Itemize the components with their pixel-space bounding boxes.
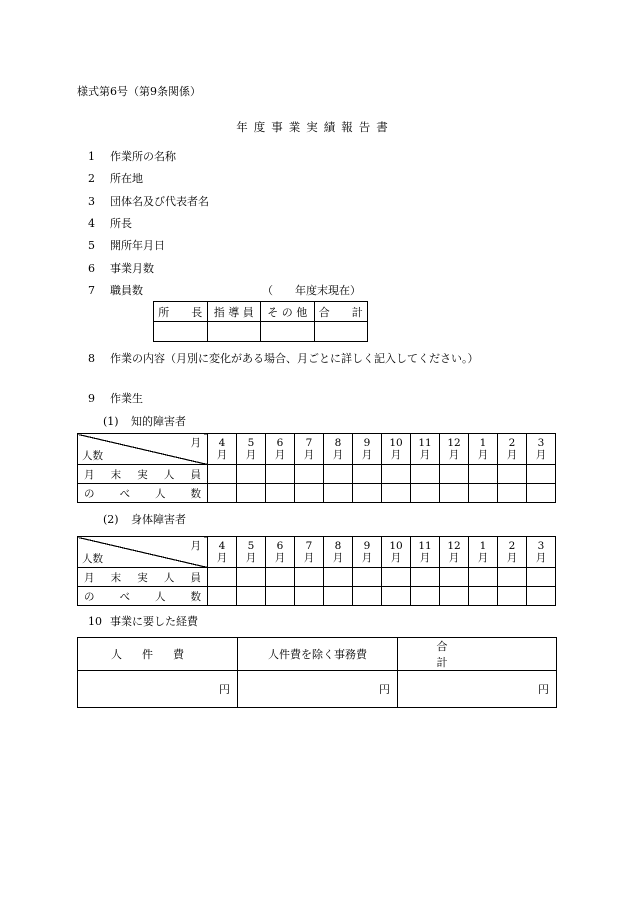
subsection-intellectual xyxy=(103,415,186,429)
yen-unit: 円 xyxy=(219,683,230,696)
item-label: 職員数 xyxy=(110,284,143,297)
data-cell[interactable] xyxy=(295,465,324,484)
data-cell[interactable] xyxy=(498,568,527,587)
expense-table xyxy=(77,637,557,708)
row-label-month-end-actual: 月末実人員 xyxy=(78,465,208,484)
item-label: 団体名及び代表者名 xyxy=(110,195,209,208)
data-cell[interactable] xyxy=(295,484,324,503)
data-cell[interactable] xyxy=(208,465,237,484)
as-of-fiscal-year-end: （ 年度末現在） xyxy=(262,284,361,297)
yen-unit: 円 xyxy=(538,683,549,696)
data-cell[interactable] xyxy=(411,587,440,606)
month-cell: 8 月 xyxy=(324,434,353,465)
corner-cell xyxy=(78,537,208,568)
corner-count-label: 人数 xyxy=(82,450,103,462)
data-cell[interactable] xyxy=(237,484,266,503)
month-cell: 6 月 xyxy=(266,537,295,568)
subsection-physical xyxy=(103,513,186,527)
subsection-label: 知的障害者 xyxy=(131,415,186,428)
staff-instructor-input[interactable] xyxy=(207,322,261,342)
month-cell: 6 月 xyxy=(266,434,295,465)
item-9 xyxy=(88,392,143,406)
item-5 xyxy=(88,239,165,253)
data-cell[interactable] xyxy=(353,484,382,503)
data-cell[interactable] xyxy=(266,465,295,484)
item-number: 2 xyxy=(88,172,95,185)
data-cell[interactable] xyxy=(324,484,353,503)
corner-month-label: 月 xyxy=(190,540,201,552)
staff-total-input[interactable] xyxy=(314,322,368,342)
staff-count-table xyxy=(153,301,368,342)
month-cell: 2 月 xyxy=(498,434,527,465)
data-cell[interactable] xyxy=(440,465,469,484)
item-number: 10 xyxy=(88,615,102,628)
table-row xyxy=(78,465,556,484)
data-cell[interactable] xyxy=(324,465,353,484)
item-label: 所在地 xyxy=(110,172,143,185)
item-label: 作業所の名称 xyxy=(110,150,176,163)
item-number: 7 xyxy=(88,284,95,297)
data-cell[interactable] xyxy=(295,568,324,587)
month-header-row xyxy=(78,537,556,568)
month-cell: 12 月 xyxy=(440,537,469,568)
data-cell[interactable] xyxy=(527,465,556,484)
item-3 xyxy=(88,195,209,209)
data-cell[interactable] xyxy=(266,568,295,587)
month-header-row xyxy=(78,434,556,465)
item-10 xyxy=(88,615,198,629)
data-cell[interactable] xyxy=(469,465,498,484)
month-cell: 5 月 xyxy=(237,434,266,465)
item-4 xyxy=(88,217,132,231)
row-label-total-person-days: のべ人数 xyxy=(78,587,208,606)
table-row xyxy=(78,484,556,503)
data-cell[interactable] xyxy=(382,568,411,587)
month-cell: 4 月 xyxy=(208,537,237,568)
month-cell: 10 月 xyxy=(382,434,411,465)
staff-director-input[interactable] xyxy=(154,322,208,342)
data-cell[interactable] xyxy=(237,568,266,587)
table-row xyxy=(78,587,556,606)
item-7 xyxy=(88,284,143,298)
data-cell[interactable] xyxy=(266,484,295,503)
subsection-number: (2) xyxy=(103,513,119,526)
data-cell[interactable] xyxy=(382,484,411,503)
data-cell[interactable] xyxy=(527,568,556,587)
month-cell: 1 月 xyxy=(469,537,498,568)
month-cell: 1 月 xyxy=(469,434,498,465)
staff-header-instructor: 指 導 員 xyxy=(207,302,261,322)
data-cell[interactable] xyxy=(440,484,469,503)
month-cell: 3 月 xyxy=(527,537,556,568)
data-cell[interactable] xyxy=(208,587,237,606)
expense-header-total: 合計 xyxy=(398,638,557,671)
table-row xyxy=(78,568,556,587)
staff-header-other: そ の 他 xyxy=(261,302,315,322)
expense-header-office: 人件費を除く事務費 xyxy=(238,638,398,671)
data-cell[interactable] xyxy=(469,568,498,587)
item-label: 作業の内容（月別に変化がある場合、月ごとに詳しく記入してください。） xyxy=(110,352,479,365)
month-cell: 9 月 xyxy=(353,434,382,465)
month-cell: 9 月 xyxy=(353,537,382,568)
month-cell: 11 月 xyxy=(411,434,440,465)
data-cell[interactable] xyxy=(498,484,527,503)
data-cell[interactable] xyxy=(208,568,237,587)
corner-cell xyxy=(78,434,208,465)
item-6 xyxy=(88,262,154,276)
expense-personnel-input[interactable] xyxy=(78,671,238,708)
item-number: 5 xyxy=(88,239,95,252)
month-cell: 3 月 xyxy=(527,434,556,465)
month-cell: 8 月 xyxy=(324,537,353,568)
month-cell: 12 月 xyxy=(440,434,469,465)
item-number: 4 xyxy=(88,217,95,230)
data-cell[interactable] xyxy=(498,465,527,484)
item-number: 8 xyxy=(88,352,95,365)
item-number: 1 xyxy=(88,150,95,163)
item-number: 6 xyxy=(88,262,95,275)
row-label-total-person-days: のべ人数 xyxy=(78,484,208,503)
subsection-number: (1) xyxy=(103,415,119,428)
item-2 xyxy=(88,172,143,186)
document-title: 年度事業実績報告書 xyxy=(236,120,394,134)
form-number: 様式第6号（第9条関係） xyxy=(77,85,201,98)
expense-header-personnel: 人件費 xyxy=(78,638,238,671)
item-number: 9 xyxy=(88,392,95,405)
data-cell[interactable] xyxy=(469,484,498,503)
data-cell[interactable] xyxy=(527,587,556,606)
data-cell[interactable] xyxy=(440,587,469,606)
data-cell[interactable] xyxy=(411,465,440,484)
item-label: 作業生 xyxy=(110,392,143,405)
staff-other-input[interactable] xyxy=(261,322,315,342)
expense-header-row xyxy=(78,638,557,671)
data-cell[interactable] xyxy=(440,568,469,587)
item-label: 開所年月日 xyxy=(110,239,165,252)
month-cell: 5 月 xyxy=(237,537,266,568)
staff-header-director: 所 長 xyxy=(154,302,208,322)
month-cell: 10 月 xyxy=(382,537,411,568)
month-cell: 2 月 xyxy=(498,537,527,568)
expense-value-row xyxy=(78,671,557,708)
yen-unit: 円 xyxy=(379,683,390,696)
staff-header-total: 合 計 xyxy=(314,302,368,322)
month-cell: 11 月 xyxy=(411,537,440,568)
data-cell[interactable] xyxy=(237,465,266,484)
data-cell[interactable] xyxy=(411,484,440,503)
data-cell[interactable] xyxy=(324,568,353,587)
data-cell[interactable] xyxy=(237,587,266,606)
corner-month-label: 月 xyxy=(190,437,201,449)
data-cell[interactable] xyxy=(411,568,440,587)
monthly-table-intellectual xyxy=(77,433,556,503)
data-cell[interactable] xyxy=(469,587,498,606)
data-cell[interactable] xyxy=(266,587,295,606)
item-label: 事業月数 xyxy=(110,262,154,275)
data-cell[interactable] xyxy=(382,465,411,484)
month-cell: 7 月 xyxy=(295,537,324,568)
corner-count-label: 人数 xyxy=(82,553,103,565)
data-cell[interactable] xyxy=(353,465,382,484)
data-cell[interactable] xyxy=(295,587,324,606)
data-cell[interactable] xyxy=(382,587,411,606)
item-1 xyxy=(88,150,176,164)
data-cell[interactable] xyxy=(527,484,556,503)
month-cell: 7 月 xyxy=(295,434,324,465)
item-label: 所長 xyxy=(110,217,132,230)
data-cell[interactable] xyxy=(353,568,382,587)
item-number: 3 xyxy=(88,195,95,208)
expense-total-input[interactable] xyxy=(398,671,557,708)
data-cell[interactable] xyxy=(208,484,237,503)
subsection-label: 身体障害者 xyxy=(131,513,186,526)
expense-office-input[interactable] xyxy=(238,671,398,708)
row-label-month-end-actual: 月末実人員 xyxy=(78,568,208,587)
item-label: 事業に要した経費 xyxy=(110,615,198,628)
month-cell: 4 月 xyxy=(208,434,237,465)
item-8 xyxy=(88,352,479,366)
data-cell[interactable] xyxy=(498,587,527,606)
monthly-table-physical xyxy=(77,536,556,606)
data-cell[interactable] xyxy=(353,587,382,606)
data-cell[interactable] xyxy=(324,587,353,606)
